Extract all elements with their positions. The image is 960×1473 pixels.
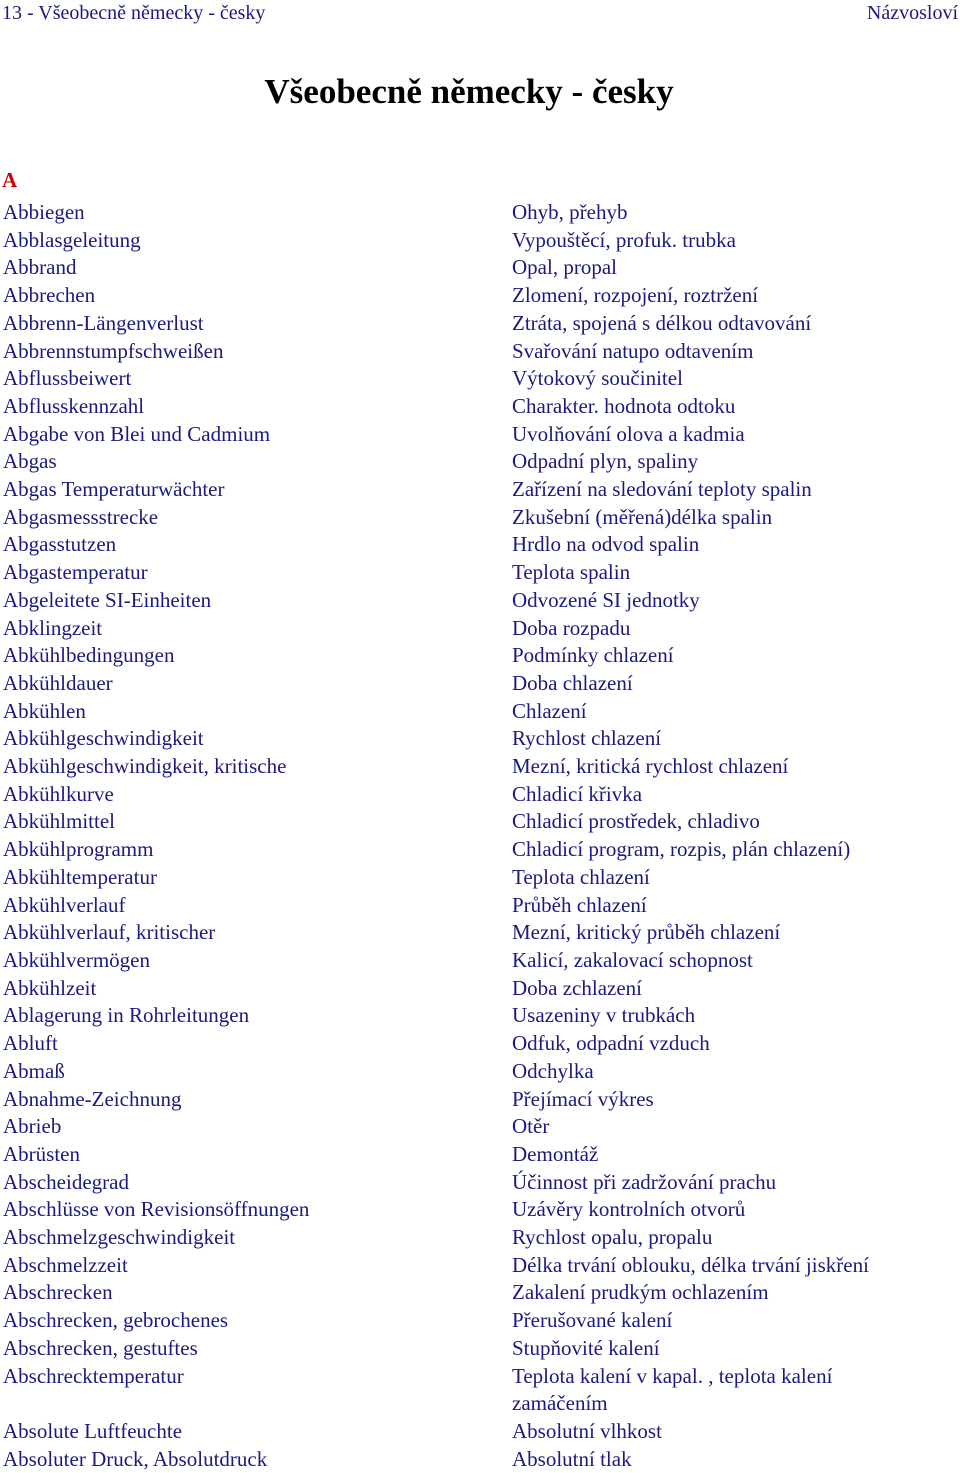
german-term: Abkühlgeschwindigkeit bbox=[3, 726, 204, 751]
glossary-row bbox=[0, 1113, 960, 1141]
glossary-row bbox=[0, 698, 960, 726]
czech-term: Ohyb, přehyb bbox=[512, 200, 628, 224]
german-term: Abluft bbox=[3, 1031, 58, 1056]
glossary-row bbox=[0, 504, 960, 532]
german-term: Abrieb bbox=[3, 1114, 62, 1139]
glossary-row bbox=[0, 725, 960, 753]
german-term: Absoluter Druck, Absolutdruck bbox=[3, 1446, 268, 1471]
glossary-row bbox=[0, 975, 960, 1003]
german-term: Abkühlverlauf bbox=[3, 892, 126, 917]
german-term: Abkühlprogramm bbox=[3, 837, 154, 862]
czech-term: Stupňovité kalení bbox=[512, 1335, 660, 1360]
glossary-row bbox=[0, 892, 960, 920]
czech-term: Přejímací výkres bbox=[512, 1086, 654, 1111]
glossary-row bbox=[0, 1279, 960, 1307]
german-term: Abklingzeit bbox=[3, 615, 103, 640]
glossary-row bbox=[0, 670, 960, 698]
german-term: Abgeleitete SI-Einheiten bbox=[3, 587, 212, 612]
german-term: Abmaß bbox=[3, 1058, 65, 1083]
german-term: Abblasgeleitung bbox=[3, 227, 141, 252]
glossary-row bbox=[0, 1307, 960, 1335]
german-term: Abkühlvermögen bbox=[3, 947, 150, 972]
glossary-row bbox=[0, 587, 960, 615]
czech-term: Teplota kalení v kapal. , teplota kalení bbox=[512, 1363, 833, 1388]
czech-term: Opal, propal bbox=[512, 255, 617, 280]
glossary-row bbox=[0, 1169, 960, 1197]
czech-term: Teplota chlazení bbox=[512, 864, 650, 889]
czech-term: Mezní, kritický průběh chlazení bbox=[512, 920, 781, 945]
glossary-row bbox=[0, 781, 960, 809]
czech-term: Zlomení, rozpojení, roztržení bbox=[512, 283, 759, 308]
czech-term: Rychlost opalu, propalu bbox=[512, 1225, 713, 1250]
czech-term: Absolutní tlak bbox=[512, 1446, 632, 1471]
page-title: Všeobecně německy - česky bbox=[264, 72, 674, 111]
german-term: Abkühlzeit bbox=[3, 975, 97, 1000]
running-header-right: Názvosloví bbox=[866, 2, 958, 24]
czech-term: Zkušební (měřená)délka spalin bbox=[512, 504, 773, 529]
glossary-row bbox=[0, 1030, 960, 1058]
german-term: Abschlüsse von Revisionsöffnungen bbox=[3, 1197, 310, 1222]
czech-term: Chladicí program, rozpis, plán chlazení) bbox=[512, 837, 851, 862]
czech-term: Demontáž bbox=[512, 1141, 599, 1166]
german-term: Abscheidegrad bbox=[3, 1169, 129, 1194]
czech-term: Mezní, kritická rychlost chlazení bbox=[512, 754, 789, 779]
german-term: Abgabe von Blei und Cadmium bbox=[3, 421, 271, 446]
german-term: Abkühlverlauf, kritischer bbox=[3, 920, 216, 945]
glossary-row bbox=[0, 1390, 960, 1418]
czech-term: Chladicí prostředek, chladivo bbox=[512, 809, 760, 834]
czech-term: Odfuk, odpadní vzduch bbox=[512, 1031, 710, 1056]
german-term: Abschrecktemperatur bbox=[3, 1363, 184, 1388]
czech-term: Vypouštěcí, profuk. trubka bbox=[512, 227, 736, 252]
glossary-row bbox=[0, 310, 960, 338]
czech-term: Uvolňování olova a kadmia bbox=[512, 421, 745, 446]
german-term bbox=[0, 1390, 512, 1418]
glossary-row bbox=[0, 1002, 960, 1030]
glossary-row bbox=[0, 1252, 960, 1280]
german-term: Abgastemperatur bbox=[3, 560, 148, 585]
czech-term: Uzávěry kontrolních otvorů bbox=[512, 1197, 746, 1222]
glossary-row bbox=[0, 1141, 960, 1169]
glossary-row bbox=[0, 531, 960, 559]
german-term: Abkühltemperatur bbox=[3, 864, 157, 889]
running-header-left: 13 - Všeobecně německy - česky bbox=[2, 2, 266, 24]
german-term: Abgas bbox=[3, 449, 57, 474]
glossary-row bbox=[0, 642, 960, 670]
glossary-row bbox=[0, 1363, 960, 1391]
czech-term: Doba rozpadu bbox=[512, 615, 631, 640]
glossary-row bbox=[0, 254, 960, 282]
german-term: Abgasstutzen bbox=[3, 532, 117, 557]
german-term: Abbrenn-Längenverlust bbox=[3, 310, 204, 335]
czech-term: Délka trvání oblouku, délka trvání jiskření bbox=[512, 1252, 869, 1277]
czech-term: Usazeniny v trubkách bbox=[512, 1003, 696, 1028]
german-term: Abrüsten bbox=[3, 1141, 80, 1166]
glossary-row bbox=[0, 227, 960, 255]
glossary-row bbox=[0, 199, 960, 227]
glossary-row bbox=[0, 864, 960, 892]
german-term: Abkühlbedingungen bbox=[3, 643, 175, 668]
czech-term: Odvozené SI jednotky bbox=[512, 587, 700, 612]
glossary-row bbox=[0, 282, 960, 310]
czech-term: Otěr bbox=[512, 1114, 550, 1139]
section-letter: A bbox=[2, 168, 18, 192]
german-term: Abkühlmittel bbox=[3, 809, 115, 834]
german-term: Abbiegen bbox=[3, 200, 85, 224]
glossary-row bbox=[0, 338, 960, 366]
german-term: Abkühlgeschwindigkeit, kritische bbox=[3, 754, 287, 779]
czech-term: Odpadní plyn, spaliny bbox=[512, 449, 699, 474]
glossary-row bbox=[0, 448, 960, 476]
german-term: Abbrechen bbox=[3, 283, 96, 308]
glossary-row bbox=[0, 919, 960, 947]
german-term: Abschmelzzeit bbox=[3, 1252, 128, 1277]
german-term: Abbrennstumpfschweißen bbox=[3, 338, 224, 363]
czech-term: Absolutní vlhkost bbox=[512, 1418, 662, 1443]
czech-term: Teplota spalin bbox=[512, 560, 631, 585]
german-term: Abschrecken bbox=[3, 1280, 113, 1305]
czech-term: Účinnost při zadržování prachu bbox=[512, 1169, 777, 1194]
glossary-row bbox=[0, 1335, 960, 1363]
glossary-row bbox=[0, 1446, 960, 1473]
czech-term: Přerušované kalení bbox=[512, 1308, 673, 1333]
german-term: Abkühlen bbox=[3, 698, 86, 723]
glossary-row bbox=[0, 836, 960, 864]
glossary-row bbox=[0, 1196, 960, 1224]
glossary-row bbox=[0, 559, 960, 587]
german-term: Abflussbeiwert bbox=[3, 366, 132, 391]
german-term: Abschmelzgeschwindigkeit bbox=[3, 1225, 236, 1250]
czech-term: Odchylka bbox=[512, 1058, 594, 1083]
german-term: Abflusskennzahl bbox=[3, 393, 145, 418]
german-term: Abgasmessstrecke bbox=[3, 504, 159, 529]
glossary-row bbox=[0, 1224, 960, 1252]
glossary-row bbox=[0, 808, 960, 836]
glossary-row bbox=[0, 753, 960, 781]
german-term: Abschrecken, gebrochenes bbox=[3, 1308, 229, 1333]
german-term: Abbrand bbox=[3, 255, 77, 280]
czech-term: Rychlost chlazení bbox=[512, 726, 662, 751]
german-term: Absolute Luftfeuchte bbox=[3, 1418, 183, 1443]
czech-term: zamáčením bbox=[512, 1391, 608, 1416]
czech-term: Svařování natupo odtavením bbox=[512, 338, 754, 363]
glossary-row bbox=[0, 1086, 960, 1114]
czech-term: Podmínky chlazení bbox=[512, 643, 674, 668]
glossary-row bbox=[0, 1058, 960, 1086]
glossary-row bbox=[0, 615, 960, 643]
czech-term: Výtokový součinitel bbox=[512, 366, 683, 391]
czech-term: Zařízení na sledování teploty spalin bbox=[512, 477, 812, 502]
czech-term: Průběh chlazení bbox=[512, 892, 647, 917]
german-term: Abkühldauer bbox=[3, 670, 113, 695]
glossary-row bbox=[0, 476, 960, 504]
czech-term: Doba zchlazení bbox=[512, 975, 643, 1000]
czech-term: Kalicí, zakalovací schopnost bbox=[512, 947, 753, 972]
german-term: Ablagerung in Rohrleitungen bbox=[3, 1003, 250, 1028]
czech-term: Zakalení prudkým ochlazením bbox=[512, 1280, 769, 1305]
czech-term: Charakter. hodnota odtoku bbox=[512, 393, 736, 418]
glossary-list bbox=[0, 199, 960, 1473]
czech-term: Chlazení bbox=[512, 698, 587, 723]
czech-term: Ztráta, spojená s délkou odtavování bbox=[512, 310, 812, 335]
german-term: Abnahme-Zeichnung bbox=[3, 1086, 182, 1111]
czech-term: Chladicí křivka bbox=[512, 781, 643, 806]
czech-term: Hrdlo na odvod spalin bbox=[512, 532, 700, 557]
glossary-row bbox=[0, 365, 960, 393]
czech-term: Doba chlazení bbox=[512, 670, 633, 695]
german-term: Abkühlkurve bbox=[3, 781, 114, 806]
glossary-row bbox=[0, 421, 960, 449]
glossary-row bbox=[0, 393, 960, 421]
glossary-row bbox=[0, 1418, 960, 1446]
german-term: Abschrecken, gestuftes bbox=[3, 1335, 198, 1360]
glossary-row bbox=[0, 947, 960, 975]
german-term: Abgas Temperaturwächter bbox=[3, 477, 225, 502]
